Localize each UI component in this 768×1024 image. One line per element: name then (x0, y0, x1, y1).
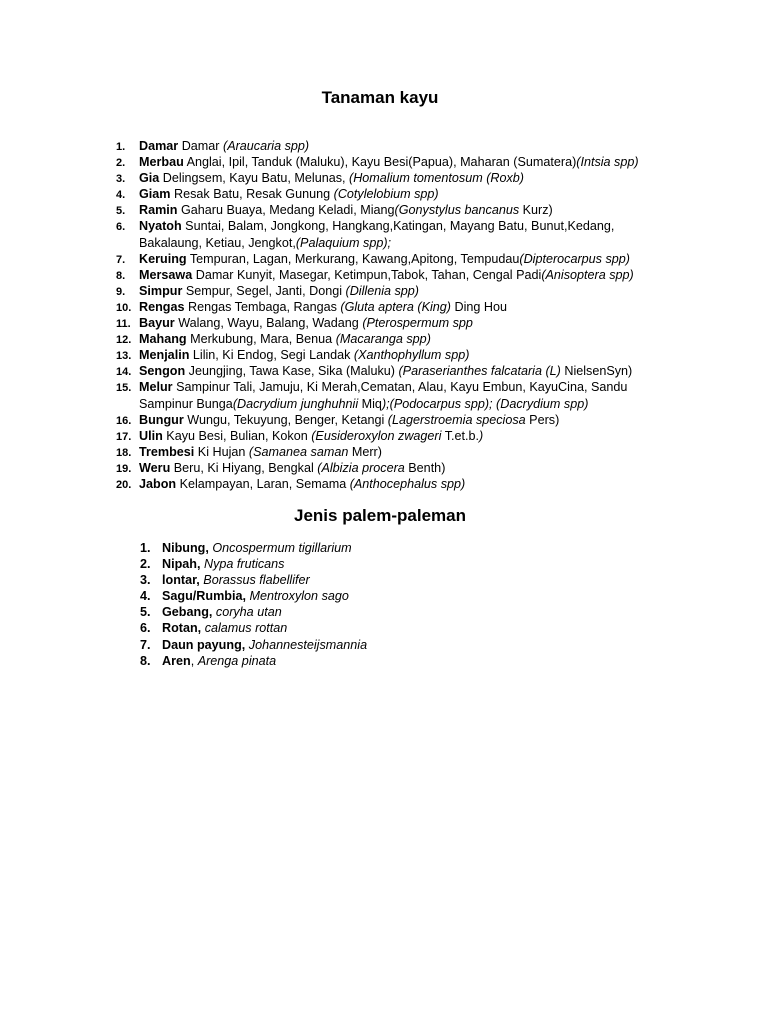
list-item (116, 202, 656, 218)
item-text: Lilin, Ki Endog, Segi Landak (189, 348, 354, 363)
item-text: Wungu, Tekuyung, Benger, Ketangi (183, 412, 388, 427)
item-text: Tempuran, Lagan, Merkurang, Kawang,Apitong, Tempudau (186, 251, 520, 266)
item-text: Kayu Besi, Bulian, Kokon (162, 428, 312, 443)
list-item (116, 218, 656, 250)
item-text: , (190, 653, 198, 668)
list-item (116, 138, 656, 154)
item-name: Daun payung, (162, 637, 246, 652)
list-item-number: 2. (116, 157, 126, 170)
list-item-number: 11. (116, 318, 131, 331)
item-name: Mersawa (139, 267, 193, 282)
scientific-name: (Albizia procera (317, 460, 405, 475)
list-item-number: 8. (116, 269, 126, 282)
list-item (140, 572, 540, 588)
list-item-number: 3. (140, 573, 151, 588)
list-item (140, 620, 540, 636)
item-text: Jeungjing, Tawa Kase, Sika (Maluku) (185, 364, 399, 379)
list-item (116, 154, 656, 170)
item-text: Walang, Wayu, Balang, Wadang (174, 316, 363, 331)
item-text: Gaharu Buaya, Medang Keladi, Miang (177, 203, 395, 218)
item-name: Melur (139, 380, 173, 395)
item-text: Suntai, Balam, Jongkong, Hangkang,Katingan, Mayang Batu, Bunut,Kedang, Bakalaung, Ketiau, Jengkot, (139, 219, 615, 250)
scientific-name: (Araucaria spp) (223, 139, 310, 153)
list-item (116, 428, 656, 444)
list-item-number: 14. (116, 366, 132, 379)
list-item (116, 476, 656, 492)
item-name: Trembesi (139, 444, 195, 459)
item-text: Sempur, Segel, Janti, Dongi (182, 283, 346, 298)
item-text: Pers) (525, 412, 560, 427)
scientific-name: Arenga pinata (197, 653, 277, 668)
item-name: Gebang, (162, 605, 213, 620)
scientific-name: coryha utan (215, 605, 282, 620)
palem-list (140, 540, 540, 669)
item-name: Bungur (139, 412, 184, 427)
list-item-number: 5. (140, 605, 151, 620)
list-item (116, 299, 656, 315)
scientific-name: (Palaquium spp); (295, 235, 392, 250)
item-name: Rotan, (162, 621, 202, 636)
item-text: Anglai, Ipil, Tanduk (Maluku), Kayu Besi(Papua), Maharan (Sumatera) (183, 155, 577, 170)
item-text: Sampinur Tali, Jamuju, Ki Merah,Cematan, Alau, Kayu Embun, KayuCina, Sandu Sampinur Bunga (139, 380, 628, 411)
list-item-number: 4. (140, 589, 151, 604)
scientific-name: ) (479, 428, 484, 443)
list-item-number: 7. (140, 637, 151, 652)
list-item (140, 540, 540, 556)
item-name: Sagu/Rumbia, (162, 589, 246, 604)
list-item (140, 556, 540, 572)
scientific-name: Oncospermum tigillarium (212, 541, 352, 555)
item-name: Nyatoh (139, 219, 182, 234)
item-text: Beru, Ki Hiyang, Bengkal (170, 460, 318, 475)
item-text: T.et.b. (441, 428, 479, 443)
item-text: Delingsem, Kayu Batu, Melunas, (159, 171, 350, 186)
list-item (116, 444, 656, 460)
list-item (116, 186, 656, 202)
item-name: Giam (139, 187, 171, 202)
list-item (116, 460, 656, 476)
scientific-name: (Lagerstroemia speciosa (387, 412, 526, 427)
item-name: Mahang (139, 332, 187, 347)
list-item-number: 6. (140, 621, 151, 636)
list-item (116, 379, 656, 411)
list-item-number: 12. (116, 334, 132, 347)
item-text: Benth) (404, 460, 446, 475)
list-item (116, 170, 656, 186)
tanaman-kayu-list (116, 138, 656, 492)
scientific-name: (Xanthophyllum spp) (353, 348, 470, 363)
item-name: Simpur (139, 283, 183, 298)
item-name: Nibung, (162, 541, 209, 555)
item-name: lontar, (162, 573, 200, 588)
list-item-number: 17. (116, 430, 132, 443)
item-name: Ramin (139, 203, 178, 218)
item-name: Ulin (139, 428, 163, 443)
section-title-tanaman-kayu: Tanaman kayu (321, 88, 439, 107)
item-name: Rengas (139, 299, 185, 314)
list-item (140, 604, 540, 620)
list-item-number: 6. (116, 221, 126, 234)
scientific-name: Nypa fruticans (203, 557, 285, 572)
list-item-number: 13. (116, 350, 132, 363)
item-text: Kurz) (519, 203, 553, 218)
scientific-name: (Pterospermum spp (362, 316, 473, 331)
item-name: Bayur (139, 316, 175, 331)
item-text: Ding Hou (451, 299, 508, 314)
list-item-number: 10. (116, 301, 132, 314)
list-item (116, 412, 656, 428)
scientific-name: Johannesteijsmannia (248, 637, 368, 652)
list-item (140, 637, 540, 653)
item-name: Weru (139, 460, 171, 475)
scientific-name: (Eusideroxylon zwageri (311, 428, 442, 443)
scientific-name: (Intsia spp) (576, 155, 639, 170)
list-item (140, 588, 540, 604)
list-item-number: 1. (116, 141, 126, 153)
list-item-number: 20. (116, 478, 132, 491)
scientific-name: (Dacrydium junghuhnii (232, 396, 359, 411)
item-text: Miq (358, 396, 382, 411)
item-text: Ki Hujan (194, 444, 249, 459)
item-name: Gia (139, 171, 160, 186)
section-title-palem: Jenis palem-paleman (294, 506, 466, 525)
item-name: Damar (139, 139, 179, 153)
list-item-number: 2. (140, 557, 151, 572)
item-name: Jabon (139, 476, 177, 491)
scientific-name: (Dipterocarpus spp) (519, 251, 630, 266)
item-name: Nipah, (162, 557, 201, 572)
scientific-name: (Gonystylus bancanus (394, 203, 520, 218)
item-text: Damar Kunyit, Masegar, Ketimpun,Tabok, Tahan, Cengal Padi (192, 267, 542, 282)
list-item (116, 283, 656, 299)
item-name: Menjalin (139, 348, 190, 363)
list-item (116, 315, 656, 331)
list-item (116, 267, 656, 283)
list-item-number: 1. (140, 541, 151, 555)
scientific-name: );(Podocarpus spp); (Dacrydium spp) (381, 396, 589, 411)
list-item-number: 8. (140, 653, 151, 668)
item-text: Rengas Tembaga, Rangas (184, 299, 341, 314)
list-item-number: 19. (116, 462, 132, 475)
list-item (116, 347, 656, 363)
scientific-name: (Paraserianthes falcataria (L) (398, 364, 561, 379)
list-item-number: 9. (116, 285, 126, 298)
list-item-number: 15. (116, 382, 132, 395)
item-text: Merr) (348, 444, 382, 459)
item-name: Keruing (139, 251, 187, 266)
item-text: Resak Batu, Resak Gunung (170, 187, 334, 202)
list-item-number: 4. (116, 189, 126, 202)
list-item (116, 331, 656, 347)
scientific-name: (Dillenia spp) (345, 283, 420, 298)
list-item (116, 251, 656, 267)
item-text: Merkubung, Mara, Benua (186, 332, 336, 347)
scientific-name: (Gluta aptera (King) (340, 299, 451, 314)
list-item (140, 653, 540, 669)
list-item (116, 363, 656, 379)
scientific-name: Borassus flabellifer (203, 573, 310, 588)
scientific-name: (Anisoptera spp) (541, 267, 634, 282)
scientific-name: (Anthocephalus spp) (349, 476, 466, 491)
item-name: Sengon (139, 364, 186, 379)
item-text: Damar (178, 139, 223, 153)
item-name: Aren (162, 653, 191, 668)
item-name: Merbau (139, 155, 184, 170)
scientific-name: (Macaranga spp) (335, 332, 431, 347)
item-text: Kelampayan, Laran, Semama (176, 476, 350, 491)
scientific-name: Mentroxylon sago (249, 589, 349, 604)
list-item-number: 16. (116, 414, 132, 427)
list-item-number: 5. (116, 205, 126, 218)
scientific-name: (Samanea saman (248, 444, 349, 459)
list-item-number: 18. (116, 446, 132, 459)
scientific-name: (Cotylelobium spp) (333, 187, 439, 202)
list-item-number: 7. (116, 253, 126, 266)
item-text: NielsenSyn) (560, 364, 633, 379)
scientific-name: calamus rottan (204, 621, 288, 636)
list-item-number: 3. (116, 173, 126, 186)
scientific-name: (Homalium tomentosum (Roxb) (349, 171, 524, 186)
